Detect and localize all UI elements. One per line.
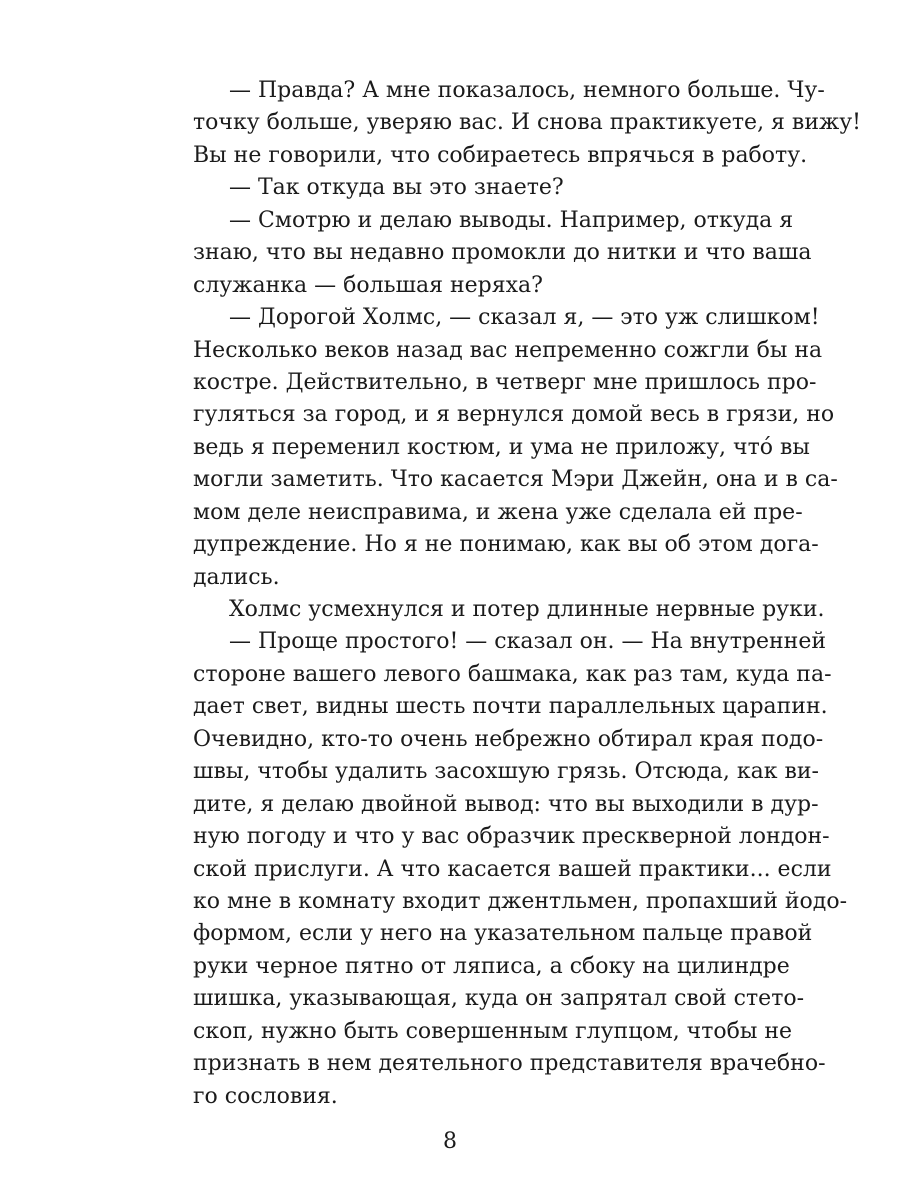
text-line: точку больше, уверяю вас. И снова практикуете, я вижу! [193,110,862,136]
text-line: швы, чтобы удалить засохшую грязь. Отсюда, как ви- [193,759,819,785]
body-text [193,75,862,1113]
text-line: дались. [193,564,280,590]
paragraph [193,594,825,626]
text-line: Холмс усмехнулся и потер длинные нервные руки. [229,597,825,622]
text-line: дите, я делаю двойной вывод: что вы выходили в дур- [193,791,819,817]
text-line: ской прислуги. А что касается вашей практики... если [193,856,832,882]
text-line: стороне вашего левого башмака, как раз там, куда па- [193,661,832,687]
text-line: — Так откуда вы это знаете? [229,175,564,201]
paragraph [193,75,862,172]
text-line: формом, если у него на указательном пальце правой [193,921,813,947]
text-line: мом деле неисправима, и жена уже сделала ей пре- [193,499,803,525]
text-line: го сословия. [193,1083,338,1109]
page-number: 8 [443,1129,457,1154]
text-line: — Правда? А мне показалось, немного больше. Чу- [229,78,825,103]
text-line: — Проще простого! — сказал он. — На внутренней [229,629,827,655]
text-line: руки черное пятно от ляписа, а сбоку на цилиндре [193,953,790,979]
paragraph [193,172,753,204]
text-line: дупреждение. Но я не понимаю, как вы об этом дога- [193,532,819,558]
text-line: служанка — большая неряха? [193,272,543,298]
text-line: костре. Действительно, в четверг мне пришлось про- [193,369,817,395]
text-line: Несколько веков назад вас непременно сожгли бы на [193,337,823,363]
paragraph [193,626,848,1113]
text-line: — Смотрю и делаю выводы. Например, откуда я [229,207,794,233]
text-line: гуляться за город, и я вернулся домой весь в грязи, но [193,402,835,428]
text-line: Очевидно, кто-то очень небрежно обтирал края подо- [193,726,824,752]
text-line: ко мне в комнату входит джентльмен, пропахший йодо- [193,888,848,914]
paragraph [193,302,838,594]
text-line: могли заметить. Что касается Мэри Джейн, она и в са- [193,467,838,493]
text-line: шишка, указывающая, куда он запрятал свой стето- [193,986,805,1012]
text-line: Вы не говорили, что собираетесь впрячься в работу. [193,142,808,168]
text-line: дает свет, видны шесть почти параллельных царапин. [193,694,828,720]
text-line: признать в нем деятельного представителя врачебно- [193,1051,826,1077]
text-line: — Дорогой Холмс, — сказал я, — это уж слишком! [229,305,820,331]
text-line: ную погоду и что у вас образчик прескверной лондон- [193,824,830,850]
text-line: знаю, что вы недавно промокли до нитки и что ваша [193,240,812,266]
paragraph [193,205,812,302]
text-line: скоп, нужно быть совершенным глупцом, чтобы не [193,1018,793,1044]
text-line: ведь я переменил костюм, и ума не приложу, чтó вы [193,434,810,460]
